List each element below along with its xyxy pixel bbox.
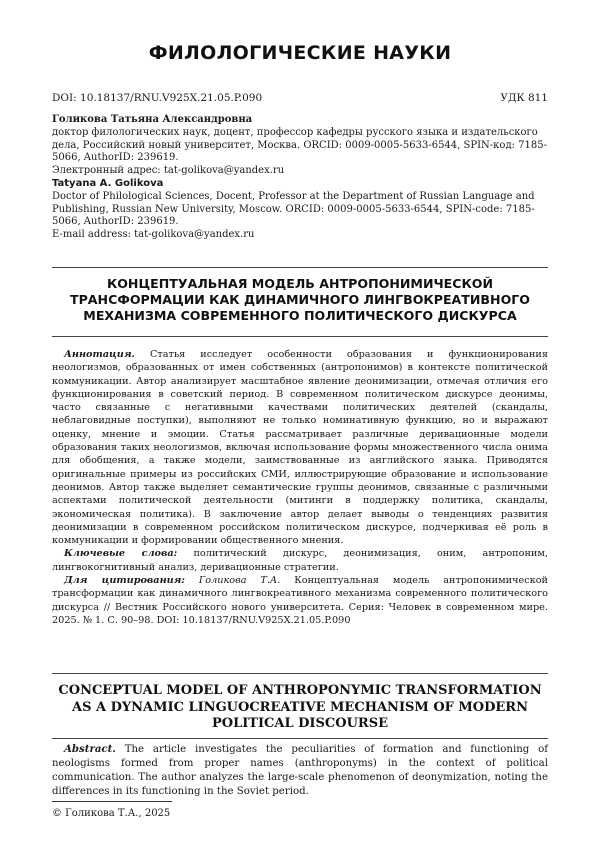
meta-row <box>52 92 548 104</box>
keywords-ru <box>52 547 548 574</box>
abstract-ru <box>52 348 548 547</box>
copyright: © Голикова Т.А., 2025 <box>52 808 171 819</box>
author-email-en: E-mail address: tat-golikova@yandex.ru <box>52 229 255 241</box>
author-name-ru: Голикова Татьяна Александровна <box>52 114 253 125</box>
divider <box>52 673 548 674</box>
citation-author: Голикова Т.А. <box>198 575 281 587</box>
title-en-line: AS A DYNAMIC LINGUOCREATIVE MECHANISM OF MODERN <box>71 699 528 715</box>
abstract-en-text: The article investigates the peculiarities of formation and functioning of neologisms formed from proper names (anthroponyms) in the context of political communication. The author analyzes the large-scale phenomenon of deonymization, noting the differences in its functioning in the Soviet period. <box>52 744 548 797</box>
citation-text: Концептуальная модель антропонимической трансформации как динамичного лингвокреативного механизма современного политического дискурса // Вестник Российского нового университета. Серия: Человек в современном мире. 2025. № 1. С. 90–98. DOI: 10.18137/RNU.V925X.21.05.P.090 <box>52 575 548 626</box>
author-name-en: Tatyana A. Golikova <box>52 177 164 189</box>
divider <box>52 336 548 337</box>
citation-label: Для цитирования: <box>64 575 185 587</box>
title-ru-line: МЕХАНИЗМА СОВРЕМЕННОГО ПОЛИТИЧЕСКОГО ДИСКУРСА <box>83 308 517 323</box>
keywords-label: Ключевые слова: <box>64 548 178 560</box>
article-title-ru <box>50 276 550 324</box>
citation-ru <box>52 574 548 627</box>
abstract-label: Аннотация. <box>64 349 135 360</box>
doi: DOI: 10.18137/RNU.V925X.21.05.P.090 <box>52 92 263 104</box>
abstract-en-block <box>52 742 548 799</box>
title-en-line: POLITICAL DISCOURSE <box>211 716 389 731</box>
title-en-line: CONCEPTUAL MODEL OF ANTHROPONYMIC TRANSFORMATION <box>58 683 542 698</box>
abstract-en-label: Abstract. <box>64 743 116 755</box>
section-title: ФИЛОЛОГИЧЕСКИЕ НАУКИ <box>148 42 452 64</box>
title-ru-line: КОНЦЕПТУАЛЬНАЯ МОДЕЛЬ АНТРОПОНИМИЧЕСКОЙ <box>106 276 494 291</box>
author-email-ru: Электронный адрес: tat-golikova@yandex.ru <box>52 165 285 177</box>
title-ru-line: ТРАНСФОРМАЦИИ КАК ДИНАМИЧНОГО ЛИНГВОКРЕАТИВНОГО <box>69 292 531 307</box>
author-bio-en: Doctor of Philological Sciences, Docent, Professor at the Department of Russian Language and Publishing, Russian New University, Moscow. ORCID: 0009-0005-5633-6544, SPIN-code: 7185-5066, AuthorID: 239619. <box>52 190 535 228</box>
author-info <box>52 114 552 242</box>
article-title-en <box>50 683 550 733</box>
udk: УДК 811 <box>500 92 548 104</box>
divider <box>52 738 548 739</box>
footnote-divider <box>52 801 172 802</box>
author-bio-ru: доктор филологических наук, доцент, профессор кафедры русского языка и издательского дела, Российский новый университет, Москва. ORCID: 0009-0005-5633-6544, SPIN-код: 7185-5066, AuthorID: 239619. <box>52 126 547 164</box>
abstract-en <box>52 742 548 799</box>
abstract-text: Статья исследует особенности образования и функционирования неологизмов, образованных от имен собственных (антропонимов) в контексте политической коммуникации. Автор анализирует масштабное явление деонимизации, отмечая отличия его функционирования в советский период. В современном политическом дискурсе деонимы, часто связанные с негативными качествами политических деятелей (скандалы, неблаговидные поступки), выполняют не только номинативную функцию, но и выражают оценку, мнение и эмоции. Статья рассматривает различные деривационные модели образования таких неологизмов, включая использование формы множественного числа онима для обобщения, а также модели, заимствованные из английского языка. Приводятся оригинальные примеры из российских СМИ, иллюстрирующие образование и использование деонимов. Автор также выделяет семантические группы деонимов, связанные с различными аспектами политической деятельности (митинги в поддержку политика, скандалы, экономическая политика). В заключение автор делает выводы о тенденциях развития деонимизации в современном российском политическом дискурсе, подчеркивая её роль в коммуникации и формировании общественного мнения. <box>52 349 548 547</box>
keywords-text: политический дискурс, деонимизация, оним, антропоним, лингвокогнитивный анализ, деривационные стратегии. <box>52 548 548 573</box>
divider <box>52 267 548 268</box>
abstract-ru-block <box>52 348 548 627</box>
